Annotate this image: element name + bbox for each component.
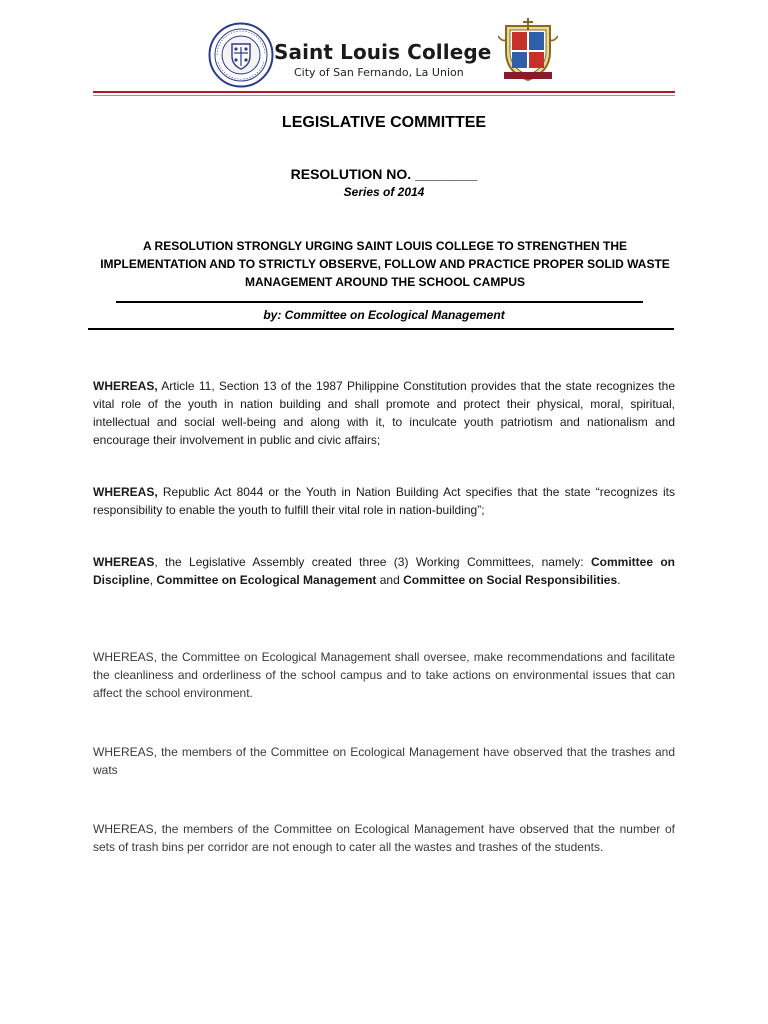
whereas-paragraph-2: [93, 483, 675, 519]
whereas-lead: WHEREAS,: [93, 379, 158, 393]
whereas-paragraph-4: WHEREAS, the Committee on Ecological Management shall oversee, make recommendations and facilitate the cleanliness and orderliness of the school campus and to take actions on environmental issues that can affect the school environment.: [93, 650, 675, 700]
whereas-paragraph-5: WHEREAS, the members of the Committee on Ecological Management have observed that the trashes and wats: [93, 745, 675, 777]
college-crest-logo: [498, 16, 558, 82]
resolution-series: Series of 2014: [343, 185, 425, 199]
college-city: City of San Fernando, La Union: [294, 66, 464, 79]
paragraph-text: Article 11, Section 13 of the 1987 Philippine Constitution provides that the state recognizes the vital role of the youth in nation building and shall promote and protect their physical, moral, spiritual, intellectual and social well-being and along with it, to inculcate youth patriotism and nationalism and encourage their involvement in public and civic affairs;: [93, 379, 675, 447]
title-divider-top: [116, 301, 643, 303]
college-seal-logo: [208, 22, 274, 88]
paragraph-text: , the Legislative Assembly created three (3) Working Committees, namely:: [154, 555, 591, 569]
paragraph-text: ,: [149, 573, 157, 587]
committee-name-discipline: Committee on Discipline: [93, 555, 675, 587]
college-name: Saint Louis College: [274, 40, 492, 64]
committee-heading: LEGISLATIVE COMMITTEE: [281, 114, 487, 131]
resolution-number: RESOLUTION NO. ________: [290, 166, 478, 182]
paragraph-text: and: [376, 573, 404, 587]
whereas-lead: WHEREAS,: [93, 485, 158, 499]
whereas-paragraph-6: WHEREAS, the members of the Committee on Ecological Management have observed that the number of sets of trash bins per corridor are not enough to cater all the wastes and trashes of the students.: [93, 822, 675, 854]
header-divider-red: [93, 91, 675, 93]
title-divider-bottom: [88, 328, 674, 330]
whereas-paragraph-1: [93, 377, 675, 449]
paragraph-text: .: [617, 573, 621, 587]
whereas-paragraph-3: [93, 553, 675, 589]
header-divider-gray: [93, 95, 675, 96]
whereas-lead: WHEREAS: [93, 555, 155, 569]
committee-name-ecological: Committee on Ecological Management: [156, 573, 377, 587]
resolution-author: by: Committee on Ecological Management: [263, 308, 505, 322]
paragraph-text: Republic Act 8044 or the Youth in Nation Building Act specifies that the state “recognizes its responsibility to enable the youth to fulfill their vital role in nation-building”;: [93, 485, 675, 517]
resolution-title: A RESOLUTION STRONGLY URGING SAINT LOUIS COLLEGE TO STRENGTHEN THE IMPLEMENTATION AND TO STRICTLY OBSERVE, FOLLOW AND PRACTICE PROPER SOLID WASTE MANAGEMENT AROUND THE SCHOOL CAMPUS: [100, 239, 670, 289]
committee-name-social: Committee on Social Responsibilities: [403, 573, 618, 587]
